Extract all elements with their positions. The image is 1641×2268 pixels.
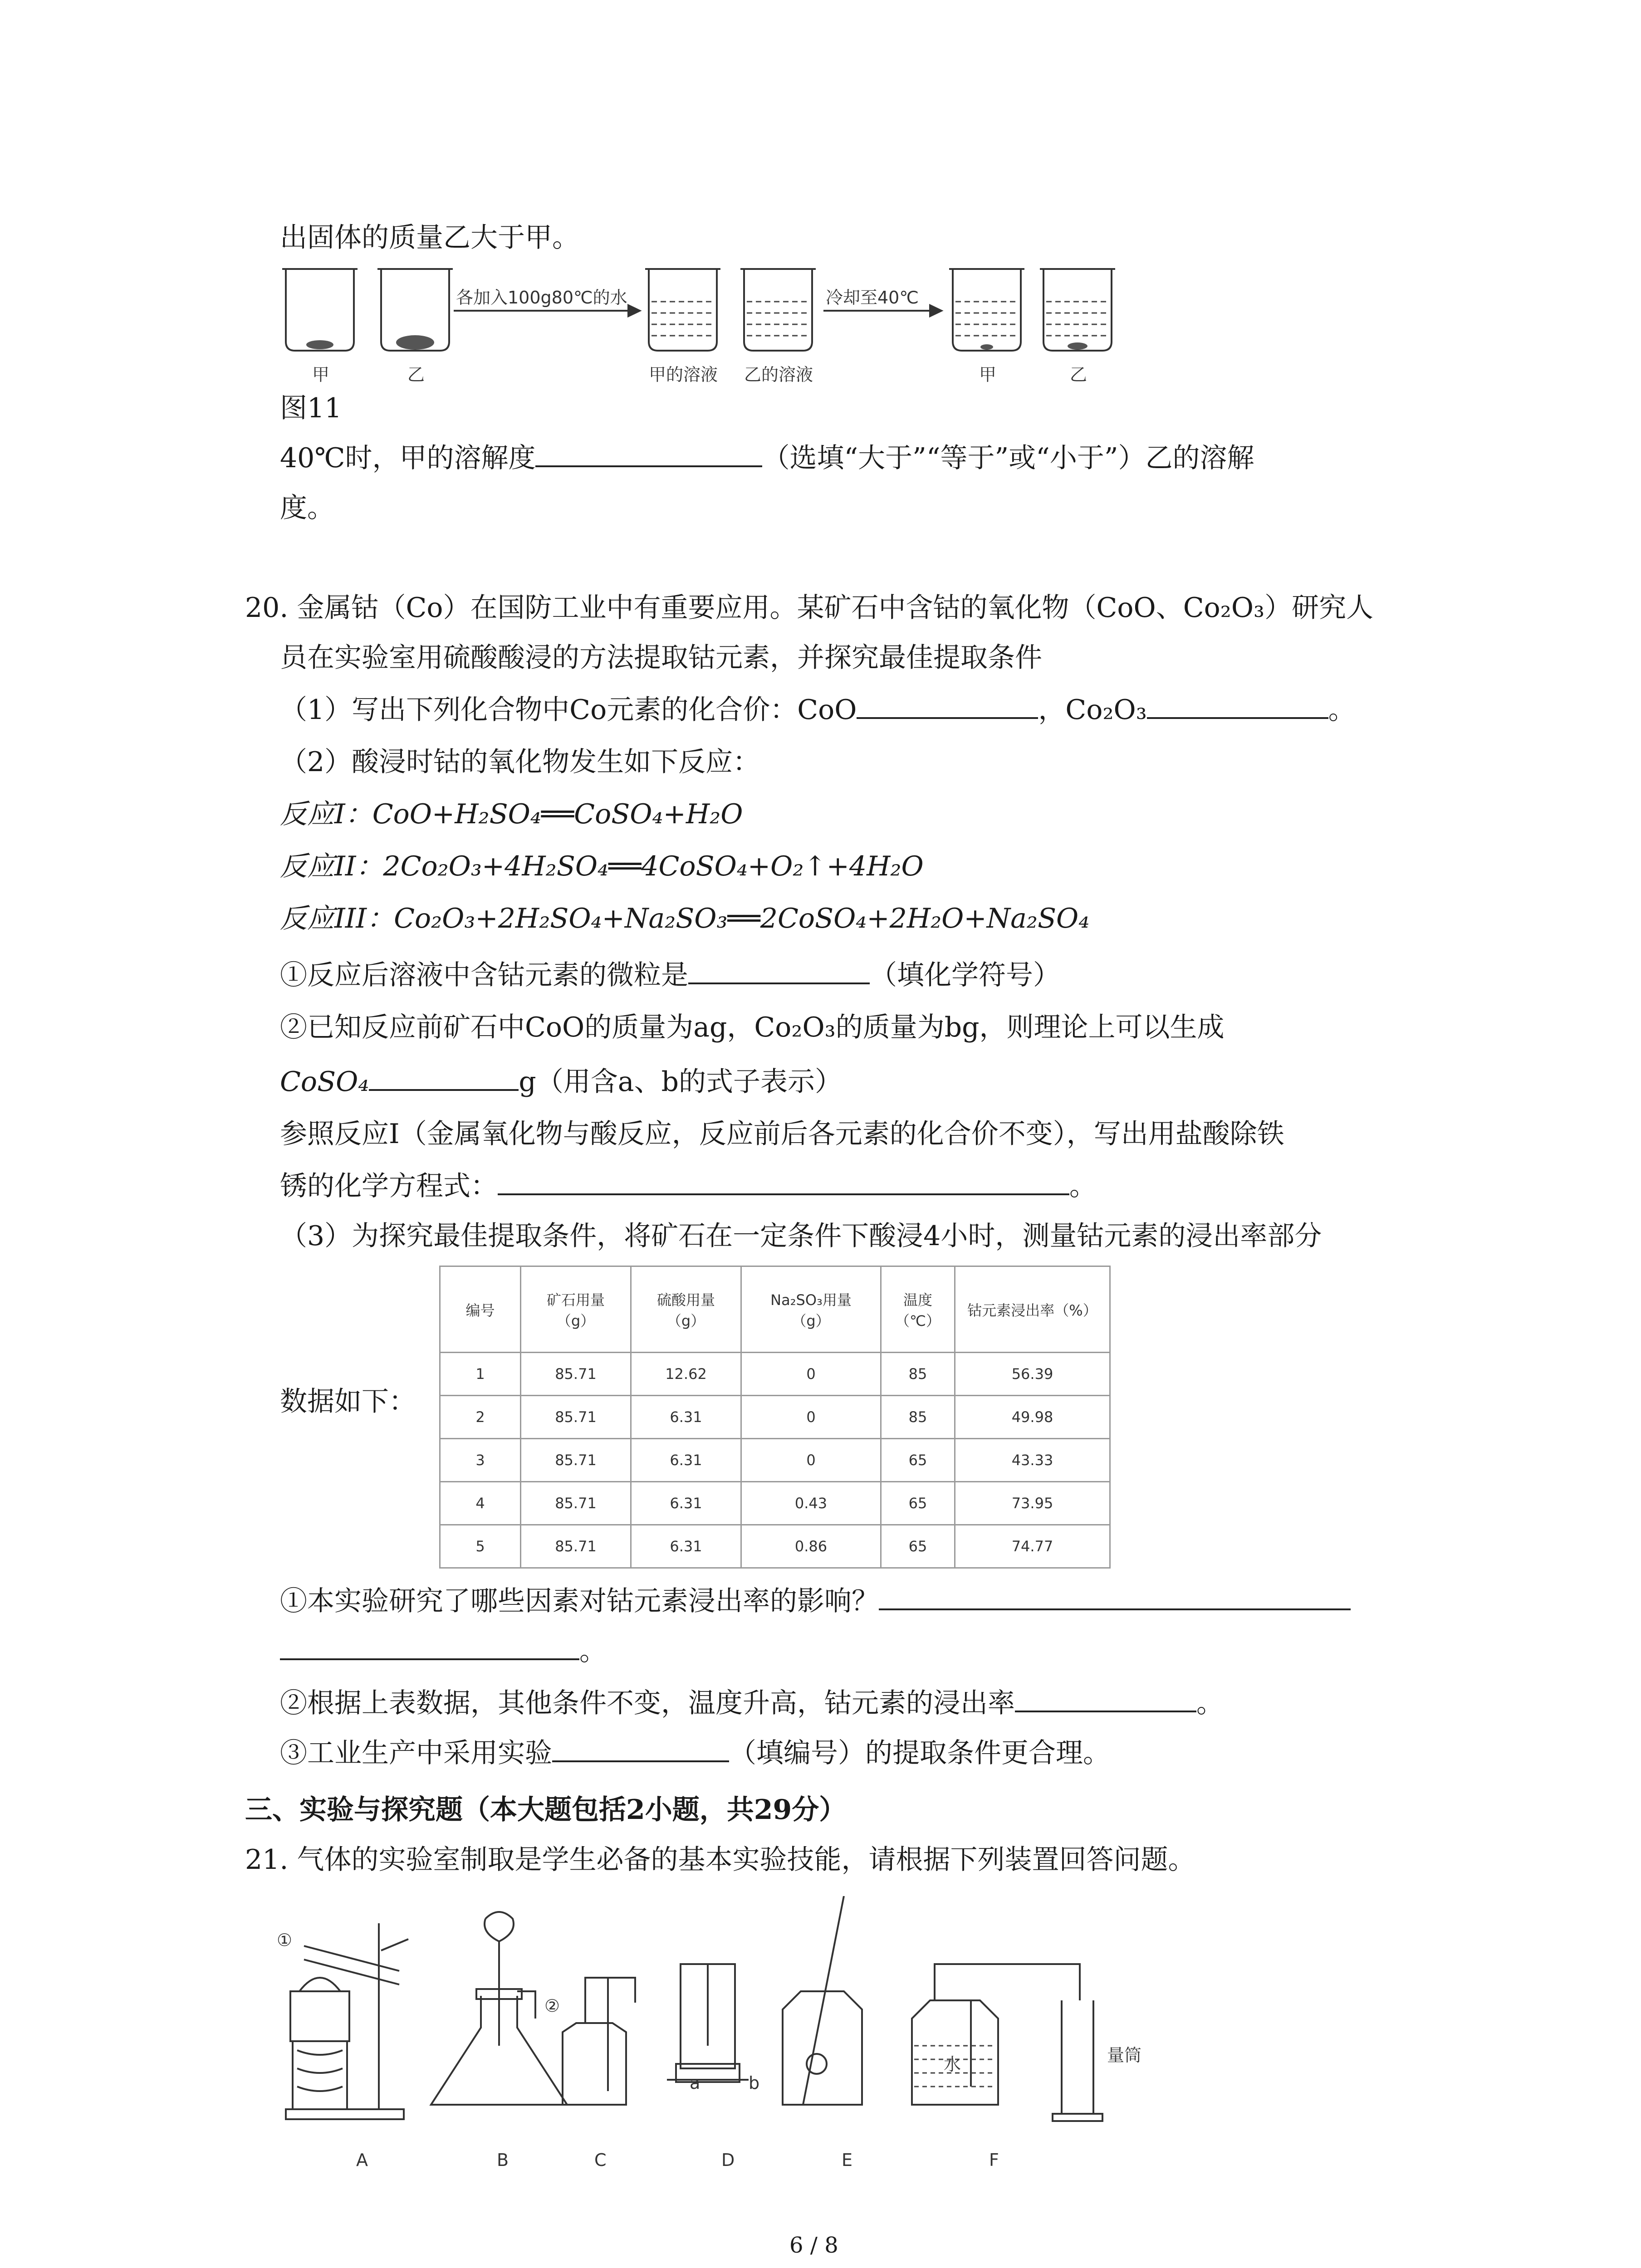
text: 。 — [1328, 694, 1356, 726]
text-line: 数据如下： — [280, 1386, 416, 1418]
text-line — [280, 1583, 1351, 1619]
apparatus-label-e: E — [842, 2150, 853, 2170]
question-21-stem: 21. 气体的实验室制取是学生必备的基本实验技能，请根据下列装置回答问题。 — [245, 1844, 1195, 1876]
text: ①反应后溶液中含钴元素的微粒是 — [280, 959, 688, 991]
text: 。 — [579, 1635, 607, 1667]
text-line — [280, 692, 1356, 728]
mark-cylinder: 量筒 — [1107, 2045, 1142, 2065]
text: ①本实验研究了哪些因素对钴元素浸出率的影响？ — [280, 1585, 879, 1617]
table-cell: 6.31 — [631, 1396, 741, 1439]
text-line: 员在实验室用硫酸酸浸的方法提取钴元素，并探究最佳提取条件 — [280, 642, 1042, 674]
table-header: 温度 （℃） — [881, 1266, 955, 1353]
table-cell: 0 — [741, 1439, 881, 1482]
mark-a: a — [690, 2073, 700, 2093]
text: g（用含a、b的式子表示） — [519, 1066, 842, 1098]
text-line — [280, 440, 1254, 476]
reaction-1: 反应I：CoO+H₂SO₄══CoSO₄+H₂O — [280, 798, 743, 830]
table-cell: 73.95 — [955, 1482, 1110, 1525]
text-line — [280, 1168, 1097, 1204]
text-line: 参照反应I（金属氧化物与酸反应，反应前后各元素的化合价不变），写出用盐酸除铁 — [280, 1118, 1284, 1150]
apparatus-label-f: F — [989, 2150, 999, 2170]
table-cell: 85 — [881, 1353, 955, 1396]
text: 锈的化学方程式： — [280, 1170, 498, 1202]
answer-blank[interactable] — [1015, 1707, 1196, 1712]
table-cell: 85.71 — [521, 1396, 631, 1439]
text: 。 — [1069, 1170, 1097, 1202]
table-header: 编号 — [440, 1266, 521, 1353]
text-line — [280, 1064, 842, 1100]
table-cell: 4 — [440, 1482, 521, 1525]
text-line: （3）为探究最佳提取条件，将矿石在一定条件下酸浸4小时，测量钴元素的浸出率部分 — [280, 1220, 1322, 1252]
beaker-label: 甲 — [312, 365, 330, 385]
beaker-label: 甲 — [979, 365, 997, 385]
text: ，Co₂O₃ — [1038, 694, 1147, 726]
table-cell: 5 — [440, 1525, 521, 1568]
text: （1）写出下列化合物中Co元素的化合价：CoO — [280, 694, 857, 726]
answer-blank[interactable] — [879, 1605, 1351, 1610]
page-number: 6 / 8 — [789, 2233, 838, 2258]
answer-blank[interactable] — [857, 714, 1038, 719]
table-cell: 12.62 — [631, 1353, 741, 1396]
text-line — [280, 957, 1060, 993]
table-cell: 85.71 — [521, 1353, 631, 1396]
answer-blank[interactable] — [498, 1190, 1069, 1195]
text-line — [280, 1633, 607, 1669]
table-cell: 85.71 — [521, 1482, 631, 1525]
table-cell: 0 — [741, 1396, 881, 1439]
apparatus-label-c: C — [594, 2150, 607, 2170]
text-line: ②已知反应前矿石中CoO的质量为ag，Co₂O₃的质量为bg，则理论上可以生成 — [280, 1012, 1225, 1043]
beaker-label: 乙 — [1070, 365, 1087, 385]
text: 40℃时，甲的溶解度 — [280, 442, 536, 474]
reaction-3: 反应III：Co₂O₃+2H₂SO₄+Na₂SO₃══2CoSO₄+2H₂O+Na₂SO₄ — [280, 903, 1090, 934]
table-cell: 49.98 — [955, 1396, 1110, 1439]
table-cell: 6.31 — [631, 1525, 741, 1568]
text: ③工业生产中采用实验 — [280, 1737, 552, 1769]
reaction-2: 反应II：2Co₂O₃+4H₂SO₄══4CoSO₄+O₂↑+4H₂O — [280, 850, 924, 882]
table-cell: 2 — [440, 1396, 521, 1439]
apparatus-label-a: A — [356, 2150, 368, 2170]
table-row — [440, 1482, 1110, 1525]
answer-blank[interactable] — [369, 1085, 519, 1091]
table-cell: 0.86 — [741, 1525, 881, 1568]
answer-blank[interactable] — [1147, 714, 1328, 719]
table-cell: 65 — [881, 1525, 955, 1568]
table-cell: 1 — [440, 1353, 521, 1396]
table-cell: 6.31 — [631, 1439, 741, 1482]
arrow-label-add-water: 各加入100g80℃的水 — [456, 288, 627, 308]
table-cell: 65 — [881, 1482, 955, 1525]
table-cell: 0.43 — [741, 1482, 881, 1525]
text-line: 度。 — [280, 492, 334, 524]
table-row — [440, 1439, 1110, 1482]
table-cell: 43.33 — [955, 1439, 1110, 1482]
table-cell: 0 — [741, 1353, 881, 1396]
table-cell: 85 — [881, 1396, 955, 1439]
lab-apparatus-figure — [272, 1896, 1202, 2150]
table-header: 钴元素浸出率（%） — [955, 1266, 1110, 1353]
text: ②根据上表数据，其他条件不变，温度升高，钴元素的浸出率 — [280, 1687, 1015, 1719]
question-20-stem: 20. 金属钴（Co）在国防工业中有重要应用。某矿石中含钴的氧化物（CoO、Co₂O₃）研究人 — [245, 592, 1374, 624]
table-cell: 85.71 — [521, 1439, 631, 1482]
table-cell: 56.39 — [955, 1353, 1110, 1396]
table-cell: 85.71 — [521, 1525, 631, 1568]
table-header-row — [440, 1266, 1110, 1353]
section-heading: 三、实验与探究题（本大题包括2小题，共29分） — [245, 1794, 847, 1826]
table-header: 硫酸用量 （g） — [631, 1266, 741, 1353]
text-line: （2）酸浸时钴的氧化物发生如下反应： — [280, 746, 760, 778]
beaker-label: 乙的溶液 — [744, 365, 813, 385]
data-table — [439, 1266, 1111, 1569]
table-row — [440, 1525, 1110, 1568]
text-line — [280, 1685, 1224, 1721]
answer-blank[interactable] — [552, 1757, 729, 1762]
answer-blank[interactable] — [535, 462, 762, 467]
text: CoSO₄ — [280, 1066, 369, 1098]
answer-blank[interactable] — [280, 1655, 579, 1660]
table-cell: 65 — [881, 1439, 955, 1482]
table-cell: 74.77 — [955, 1525, 1110, 1568]
answer-blank[interactable] — [688, 979, 870, 984]
text-line — [280, 1735, 1110, 1771]
table-cell: 3 — [440, 1439, 521, 1482]
text-line: 出固体的质量乙大于甲。 — [280, 222, 579, 254]
arrow-label-cool: 冷却至40℃ — [826, 288, 919, 308]
text: （选填“大于”“等于”或“小于”）乙的溶解 — [762, 442, 1254, 474]
table-cell: 6.31 — [631, 1482, 741, 1525]
table-row — [440, 1396, 1110, 1439]
mark-b: b — [749, 2073, 760, 2093]
beaker-label: 甲的溶液 — [649, 365, 718, 385]
apparatus-label-b: B — [497, 2150, 509, 2170]
apparatus-label-d: D — [721, 2150, 735, 2170]
mark-1: ① — [277, 1930, 293, 1950]
text: 。 — [1196, 1687, 1224, 1719]
beaker-label: 乙 — [407, 365, 425, 385]
table-header: Na₂SO₃用量 （g） — [741, 1266, 881, 1353]
text: （填编号）的提取条件更合理。 — [729, 1737, 1110, 1769]
mark-water: 水 — [944, 2054, 961, 2074]
table-row — [440, 1353, 1110, 1396]
mark-2: ② — [544, 1996, 560, 2016]
text: （填化学符号） — [870, 959, 1060, 991]
table-header: 矿石用量 （g） — [521, 1266, 631, 1353]
figure-caption: 图11 — [280, 392, 342, 424]
